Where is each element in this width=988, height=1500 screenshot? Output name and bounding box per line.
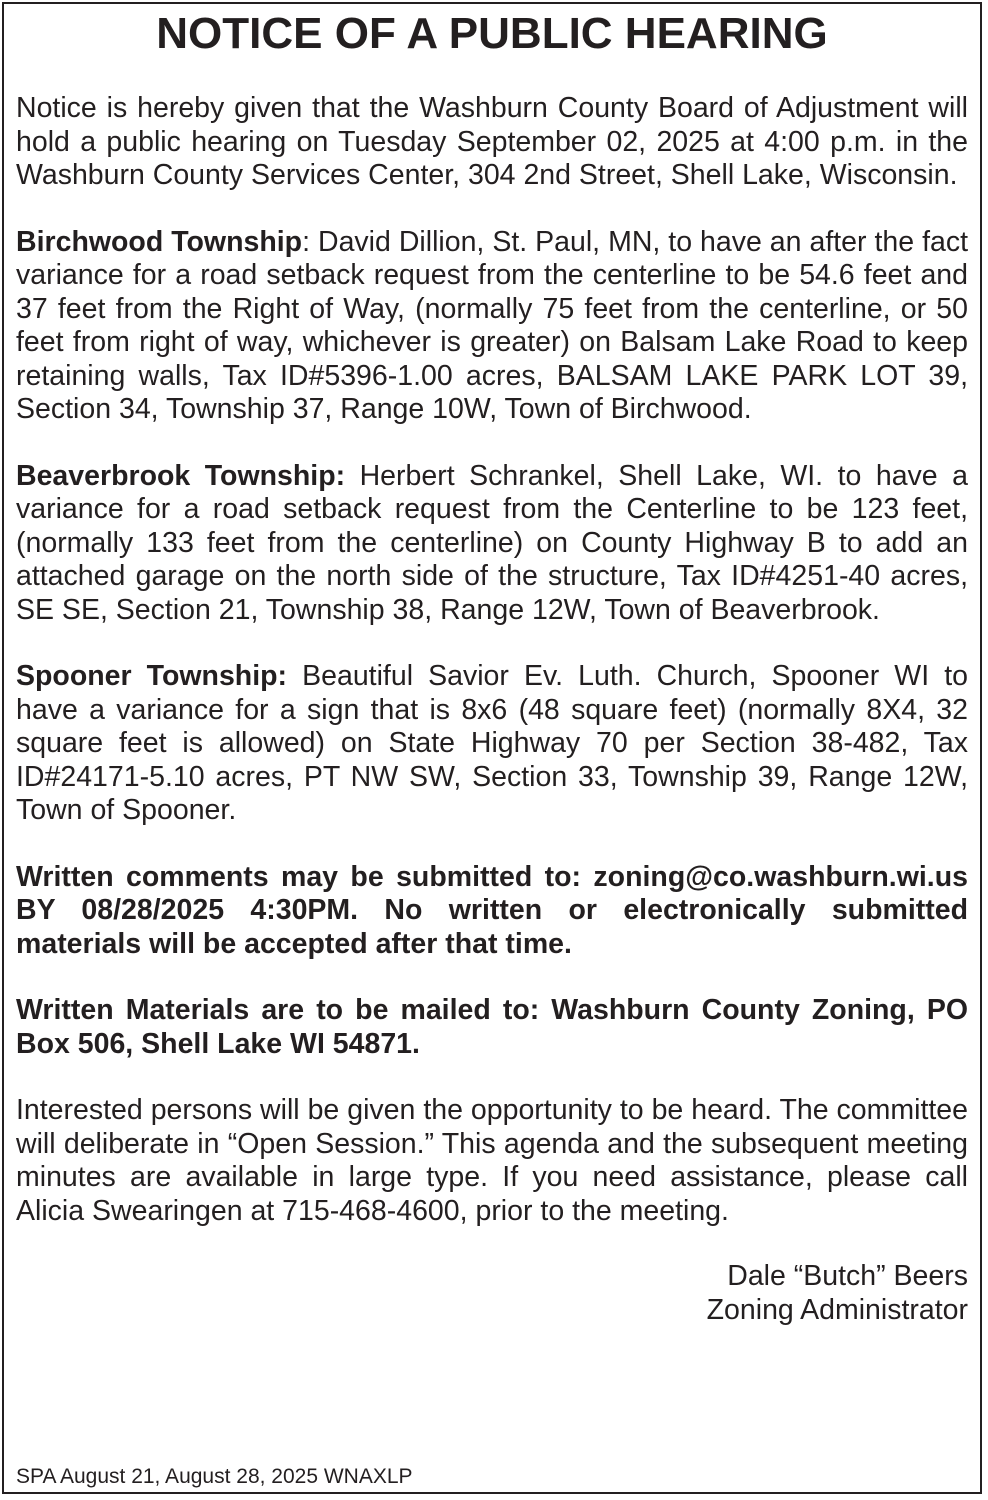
beaverbrook-text: Herbert Schrankel, Shell Lake, WI. to have a variance for a road setback request from the Centerline to be 123 feet, (normally 133 feet from the centerline) on County Highway B to add an attached garage on the north side of the structure, Tax ID#4251-40 acres, SE SE, Section 21, Township 38, Range 12W, Town of Beaverbrook. xyxy=(16,459,968,626)
birchwood-item xyxy=(16,226,968,427)
spooner-text: Beautiful Savior Ev. Luth. Church, Spooner WI to have a variance for a sign that is 8x6 (48 square feet) (normally 8X4, 32 square feet is allowed) on State Highway 70 per Section 38-482, Tax ID#24171-5.10 acres, PT NW SW, Section 33, Township 39, Range 12W, Town of Spooner. xyxy=(16,660,968,826)
intro-paragraph: Notice is hereby given that the Washburn County Board of Adjustment will hold a public hearing on Tuesday September 02, 2025 at 4:00 p.m. in the Washburn County Services Center, 304 2nd Street, Shell Lake, Wisconsin. xyxy=(16,92,968,191)
signature-name: Dale “Butch” Beers xyxy=(727,1260,968,1292)
public-notice xyxy=(2,2,982,1494)
publication-footer: SPA August 21, August 28, 2025 WNAXLP xyxy=(16,1465,413,1488)
signature-role: Zoning Administrator xyxy=(706,1293,968,1326)
spooner-heading: Spooner Township: xyxy=(16,660,288,692)
mail-notice: Written Materials are to be mailed to: Washburn County Zoning, PO Box 506, Shell Lake WI 54871. xyxy=(16,994,968,1060)
closing-paragraph: Interested persons will be given the opportunity to be heard. The committee will deliberate in “Open Session.” This agenda and the subsequent meeting minutes are available in large type. If you need assistance, please call Alicia Swearingen at 715-468-4600, prior to the meeting. xyxy=(16,1094,968,1227)
beaverbrook-heading: Beaverbrook Township: xyxy=(16,459,346,492)
birchwood-heading: Birchwood Township xyxy=(16,225,303,258)
spooner-item xyxy=(16,660,968,828)
signature-block xyxy=(16,1260,968,1327)
comments-notice: Written comments may be submitted to: zoning@co.washburn.wi.us BY 08/28/2025 4:30PM. No written or electronically submitted materials will be accepted after that time. xyxy=(16,860,968,960)
beaverbrook-item xyxy=(16,460,968,628)
notice-title: NOTICE OF A PUBLIC HEARING xyxy=(156,9,828,58)
birchwood-text: : David Dillion, St. Paul, MN, to have an after the fact variance for a road setback request from the centerline to be 54.6 feet and 37 feet from the Right of Way, (normally 75 feet from the centerline, or 50 feet from right of way, whichever is greater) on Balsam Lake Road to keep retaining walls, Tax ID#5396-1.00 acres, BALSAM LAKE PARK LOT 39, Section 34, Township 37, Range 10W, Town of Birchwood. xyxy=(16,225,969,425)
